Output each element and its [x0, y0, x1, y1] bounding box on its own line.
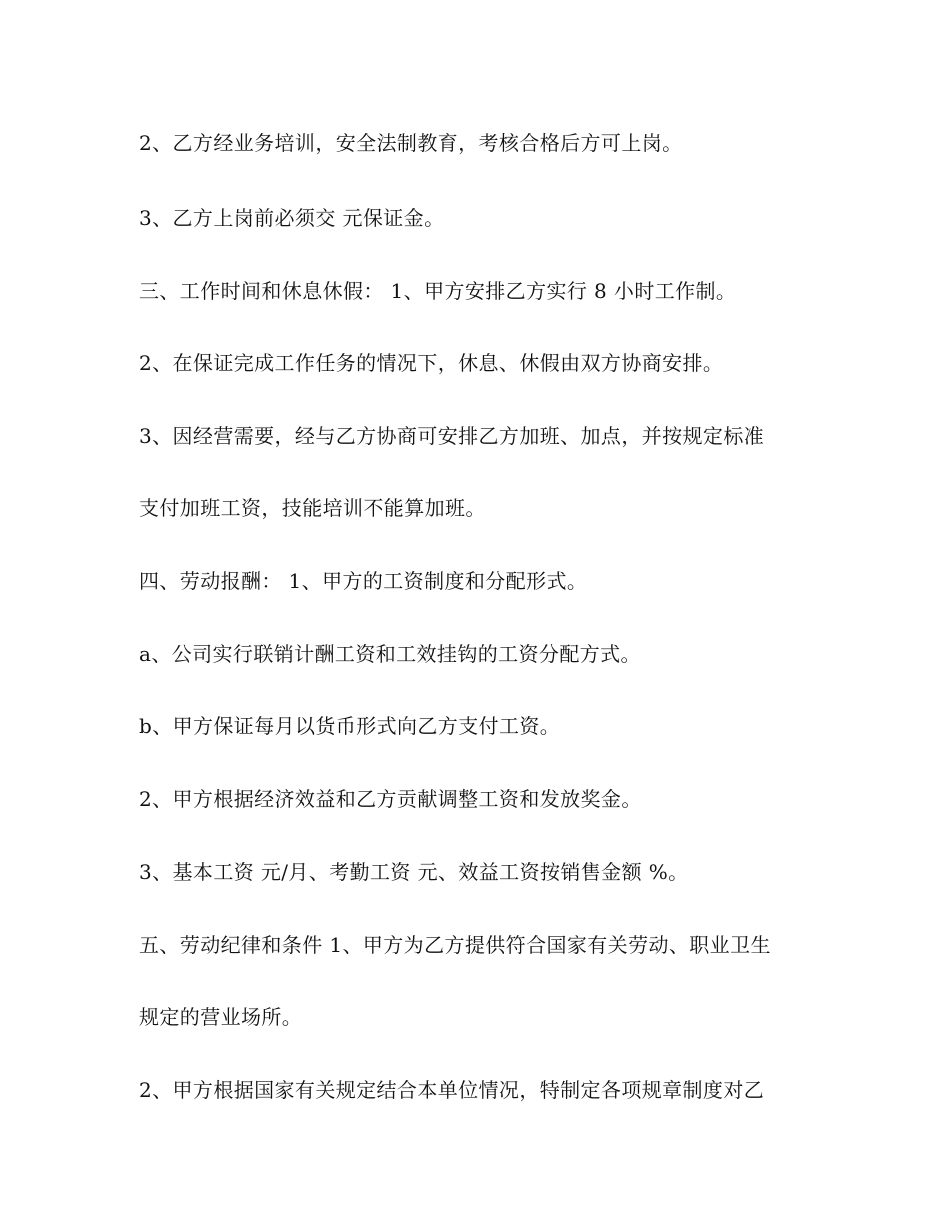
section-heading-line: 三、工作时间和休息休假： 1、甲方安排乙方实行 8 小时工作制。 — [139, 279, 737, 303]
text-line: 2、甲方根据国家有关规定结合本单位情况，特制定各项规章制度对乙 — [139, 1078, 765, 1102]
text-line: 3、因经营需要，经与乙方协商可安排乙方加班、加点，并按规定标准 — [139, 424, 765, 448]
text-line: b、甲方保证每月以货币形式向乙方支付工资。 — [139, 714, 561, 738]
text-line: 3、乙方上岗前必须交 元保证金。 — [139, 206, 445, 230]
section-heading-line: 四、劳动报酬： 1、甲方的工资制度和分配形式。 — [139, 569, 588, 593]
text-line: 3、基本工资 元/月、考勤工资 元、效益工资按销售金额 %。 — [139, 860, 689, 884]
text-line: 2、在保证完成工作任务的情况下，休息、休假由双方协商安排。 — [139, 351, 724, 375]
text-line: 支付加班工资，技能培训不能算加班。 — [139, 496, 486, 520]
text-line: 2、甲方根据经济效益和乙方贡献调整工资和发放奖金。 — [139, 787, 642, 811]
text-line: a、公司实行联销计酬工资和工效挂钩的工资分配方式。 — [139, 642, 641, 666]
section-heading-line: 五、劳动纪律和条件 1、甲方为乙方提供符合国家有关劳动、职业卫生 — [139, 933, 771, 957]
text-line: 2、乙方经业务培训，安全法制教育，考核合格后方可上岗。 — [139, 131, 683, 155]
text-line: 规定的营业场所。 — [139, 1005, 303, 1029]
